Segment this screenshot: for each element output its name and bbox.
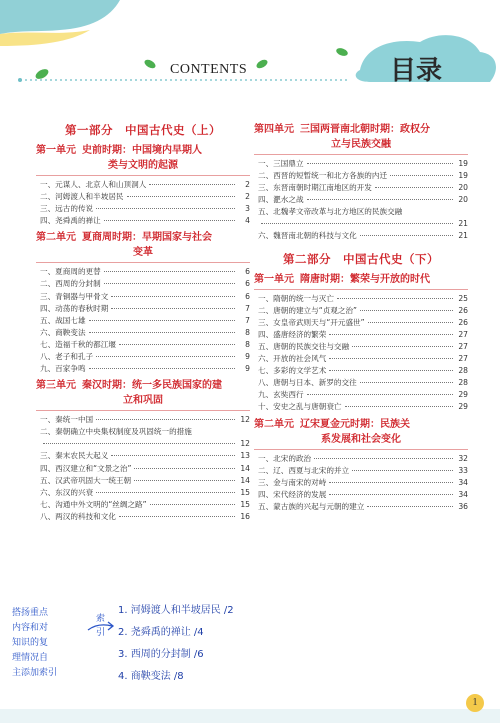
handwritten-note: 搭扬重点 内容和对 知识的复 理情况自 主添加索引	[12, 608, 58, 678]
lesson-item[interactable]: 四、尧舜禹的禅让 4	[40, 216, 250, 226]
lesson-item[interactable]: 一、夏商周的更替 6	[40, 267, 250, 277]
lesson-item[interactable]: 三、远古的传说 3	[40, 204, 250, 214]
unit-heading	[36, 378, 250, 408]
lesson-item[interactable]: 二、西周的分封制 6	[40, 279, 250, 289]
part-title: 第二部分 中国古代史（下）	[283, 251, 439, 266]
lesson-item[interactable]: 六、商鞅变法 8	[40, 327, 250, 337]
toc-title: 目录	[390, 56, 443, 86]
lesson-item[interactable]: 四、宋代经济的发展 34	[258, 489, 468, 499]
lesson-list	[254, 158, 468, 243]
leaf-icon	[34, 67, 50, 81]
lesson-item[interactable]: 二、唐朝的建立与“贞观之治” 26	[258, 305, 468, 315]
unit-name-cont: 系发展和社会变化	[321, 433, 401, 445]
lesson-item[interactable]: 十、安史之乱与唐朝衰亡 29	[258, 402, 468, 412]
unit-number: 第二单元	[36, 232, 76, 244]
unit-name: 隋唐时期：繁荣与开放的时代	[300, 273, 430, 285]
unit-name-cont: 立与民族交融	[331, 139, 391, 150]
handwritten-index-item: 3. 西周的分封制 /6	[118, 649, 204, 660]
handwritten-index-item: 4. 商鞅变法 /8	[118, 671, 184, 682]
unit-heading	[254, 122, 468, 152]
unit-name: 辽宋夏金元时期：民族关	[300, 418, 410, 430]
lesson-item[interactable]: 八、老子和孔子 9	[40, 352, 250, 362]
lesson-item[interactable]: 六、开放的社会风气 27	[258, 354, 468, 364]
lesson-item[interactable]: 四、西汉建立和“文景之治” 14	[40, 463, 250, 473]
lesson-item[interactable]: 一、隋朝的统一与灭亡 25	[258, 293, 468, 303]
lesson-item[interactable]: 四、淝水之战 20	[258, 195, 468, 205]
lesson-item[interactable]: 八、唐朝与日本、新罗的交往 28	[258, 378, 468, 388]
lesson-item[interactable]: 七、沟通中外文明的“丝绸之路” 15	[40, 499, 250, 509]
toc-right-column	[254, 116, 468, 513]
unit-number: 第三单元	[36, 380, 76, 392]
lesson-item[interactable]: 七、造福千秋的都江堰 8	[40, 339, 250, 349]
lesson-list	[36, 266, 250, 375]
lesson-item[interactable]: 七、多彩的文学艺术 28	[258, 366, 468, 376]
unit-name-cont: 类与文明的起源	[108, 160, 178, 171]
lesson-list	[254, 453, 468, 513]
toc-left-column	[36, 116, 250, 523]
lesson-item[interactable]: 一、元谋人、北京人和山顶洞人 2	[40, 180, 250, 189]
lesson-item[interactable]: 六、东汉的兴衰 15	[40, 487, 250, 497]
unit-name-cont: 立和巩固	[123, 395, 163, 407]
unit-name: 秦汉时期：统一多民族国家的建	[82, 380, 222, 392]
yellow-swoosh	[0, 30, 90, 46]
lesson-item[interactable]: 五、战国七雄 7	[40, 315, 250, 325]
lesson-item-cont[interactable]: 12	[36, 438, 250, 450]
lesson-item-cont[interactable]: 21	[254, 218, 468, 230]
unit-number: 第一单元	[254, 273, 294, 285]
lesson-item[interactable]: 三、金与南宋的对峙 34	[258, 477, 468, 487]
lesson-item[interactable]: 三、青铜器与甲骨文 6	[40, 291, 250, 301]
contents-label: CONTENTS	[170, 62, 248, 77]
lesson-item[interactable]: 四、动荡的春秋时期 7	[40, 303, 250, 313]
lesson-item[interactable]: 一、三国鼎立 19	[258, 159, 468, 168]
lesson-item[interactable]: 一、秦统一中国 12	[40, 415, 250, 425]
unit-number: 第二单元	[254, 418, 294, 430]
lesson-item[interactable]: 三、女皇帝武则天与“开元盛世” 26	[258, 317, 468, 327]
lesson-item[interactable]: 八、两汉的科技和文化 16	[40, 511, 250, 521]
footer-band	[0, 709, 500, 723]
lesson-item[interactable]: 二、辽、西夏与北宋的并立 33	[258, 465, 468, 475]
lesson-item[interactable]: 二、河姆渡人和半坡居民 2	[40, 192, 250, 202]
teal-cloud-left	[0, 0, 120, 34]
leaf-icon	[335, 47, 349, 58]
lesson-item[interactable]: 四、盛唐经济的繁荣 27	[258, 329, 468, 339]
leaf-icon	[143, 58, 157, 70]
unit-number: 第一单元	[36, 145, 76, 156]
lesson-item[interactable]: 五、蒙古族的兴起与元朝的建立 36	[258, 501, 468, 511]
lesson-item[interactable]: 三、东晋南朝时期江南地区的开发 20	[258, 183, 468, 193]
handwritten-index-list	[118, 600, 234, 688]
lesson-list	[254, 293, 468, 414]
unit-heading	[36, 143, 250, 173]
lesson-item[interactable]: 九、百家争鸣 9	[40, 364, 250, 374]
handwritten-index-item: 2. 尧舜禹的禅让 /4	[118, 627, 204, 638]
unit-name-cont: 变革	[133, 247, 153, 259]
lesson-list	[36, 179, 250, 227]
lesson-item[interactable]: 九、玄奘西行 29	[258, 390, 468, 400]
unit-heading	[36, 230, 250, 260]
unit-number: 第四单元	[254, 124, 294, 135]
lesson-item[interactable]: 一、北宋的政治 32	[258, 453, 468, 463]
unit-name: 三国两晋南北朝时期：政权分	[300, 124, 430, 135]
lesson-item[interactable]: 二、秦朝确立中央集权制度及巩固统一的措施	[40, 427, 192, 437]
unit-heading	[254, 417, 468, 447]
unit-heading	[254, 272, 468, 287]
leaf-icon	[255, 58, 269, 70]
handwritten-ref-label: 索引	[96, 614, 106, 638]
lesson-item[interactable]: 五、北魏孝文帝改革与北方地区的民族交融	[258, 207, 403, 217]
lesson-item[interactable]: 五、汉武帝巩固大一统王朝 14	[40, 475, 250, 485]
page-number: 1	[466, 694, 484, 712]
unit-name: 史前时期：中国境内早期人	[82, 145, 202, 156]
lesson-item[interactable]: 六、魏晋南北朝的科技与文化 21	[258, 231, 468, 241]
lesson-item[interactable]: 五、唐朝的民族交往与交融 27	[258, 341, 468, 351]
unit-name: 夏商周时期：早期国家与社会	[82, 232, 212, 244]
part-title: 第一部分 中国古代史（上）	[65, 123, 221, 137]
lesson-item[interactable]: 二、西晋的短暂统一和北方各族的内迁 19	[258, 171, 468, 181]
lesson-list	[36, 414, 250, 523]
lesson-item[interactable]: 三、秦末农民大起义 13	[40, 451, 250, 461]
handwritten-index-item: 1. 河姆渡人和半坡居民 /2	[118, 605, 234, 616]
